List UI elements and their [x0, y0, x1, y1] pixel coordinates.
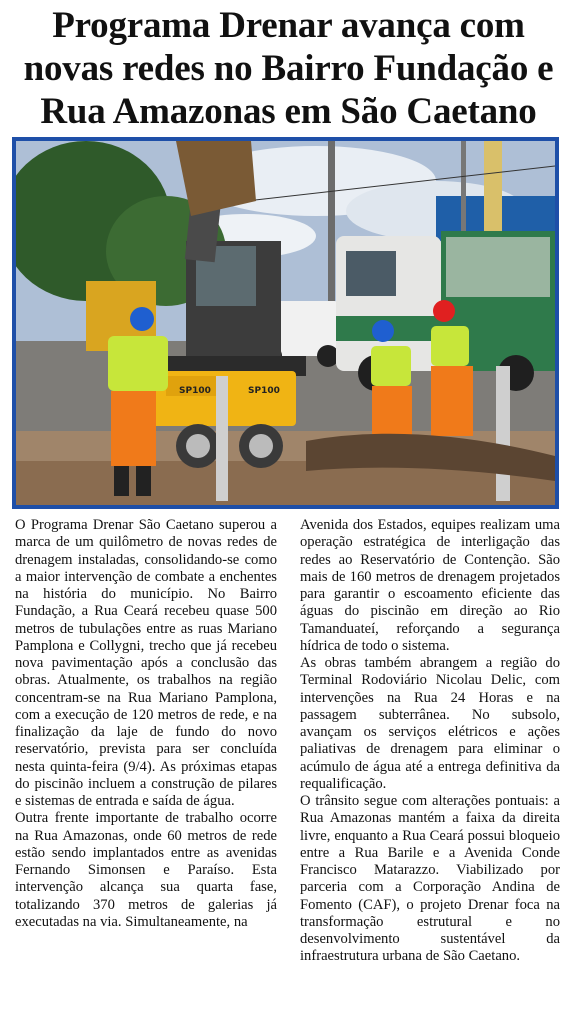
construction-scene — [16, 141, 555, 505]
paragraph: O trânsito segue com alterações pontuais: a Rua Amazonas mantém a faixa da direita livre, enquanto a Rua Ceará possui bloqueio entre a Rua Barile e a Avenida Conde Francisco Matarazzo. Viabilizado por parceria com a Corporação Andina de Fomento (CAF), o projeto Drenar foca na transformação estrutural e no desenvolvimento sustentável da infraestrutura urbana de São Caetano. — [300, 793, 560, 965]
headline — [8, 4, 569, 133]
roller-brand-side: SP100 — [248, 386, 280, 396]
article-column-left — [15, 517, 277, 931]
news-photo — [12, 137, 559, 509]
roller-brand-top: SP100 — [179, 386, 211, 396]
paragraph: As obras também abrangem a região do Terminal Rodoviário Nicolau Delic, com intervenções na Rua 24 Horas e na passagem subterrânea. No subsolo, avançam os serviços elétricos e ações paliativas de drenagem para eliminar o acúmulo de água até a entrega definitiva da requalificação. — [300, 655, 560, 792]
headline-line-2: novas redes no Bairro Fundação e — [23, 48, 554, 89]
paragraph: Outra frente importante de trabalho ocorre na Rua Amazonas, onde 60 metros de rede estão sendo implantados entre as avenidas Fernando Simonsen e Paraíso. Esta intervenção alcança sua quarta fase, totalizando 370 metros de galerias já executadas na via. Simultaneamente, na — [15, 810, 277, 930]
headline-line-1: Programa Drenar avança com — [52, 5, 525, 46]
paragraph: Avenida dos Estados, equipes realizam uma operação estratégica de interligação das redes ao Reservatório de Contenção. São mais de 160 metros de drenagem projetados para garantir o escoamento eficiente das águas do piscinão em direção ao Rio Tamanduateí, reforçando a segurança hídrica de todo o sistema. — [300, 517, 560, 654]
article-column-right — [300, 517, 560, 966]
headline-line-3: Rua Amazonas em São Caetano — [40, 91, 537, 132]
paragraph: O Programa Drenar São Caetano superou a marca de um quilômetro de novas redes de drenagem instaladas, consolidando-se como a maior intervenção de combate a enchentes na história do município. No Bairro Fundação, a Rua Ceará recebeu quase 500 metros de tubulações entre as ruas Mariano Pamplona e Collygni, trecho que já recebeu nova pavimentação após a conclusão das obras. Atualmente, os trabalhos na região concentram-se na Rua Mariano Pamplona, com a execução de 120 metros de rede, e na finalização da laje de fundo do novo reservatório, prevista para ser concluída nesta quinta-feira (9/4). As próximas etapas do piscinão incluem a construção de pilares e sistemas de entrada e saída de água. — [15, 517, 277, 809]
